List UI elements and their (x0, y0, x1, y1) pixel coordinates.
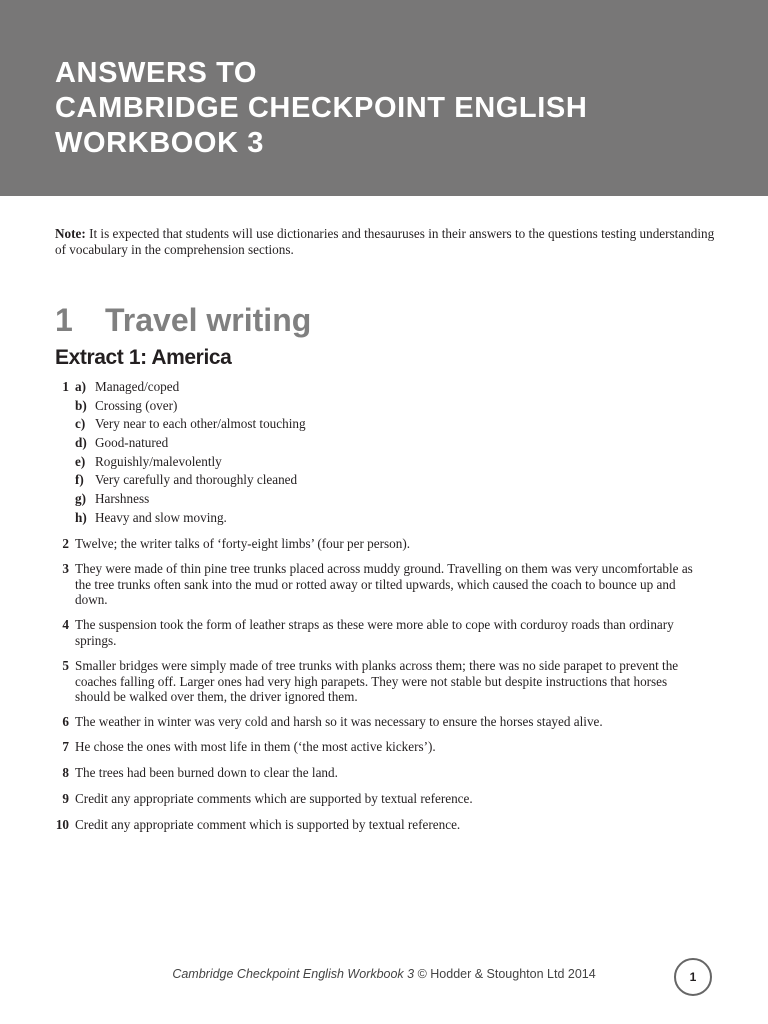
part-letter: e) (75, 453, 86, 469)
question-number: 2 (62, 536, 69, 551)
answer-text: Smaller bridges were simply made of tree trunks with planks across them; there was no side parapet to prevent the coaches falling off. Larger ones had very high parapets. They were not stable but despite instructions that horses should be walked over them, the driver ignored them. (75, 658, 679, 705)
question-1 (55, 378, 705, 528)
question-number: 9 (62, 791, 69, 806)
question-6 (55, 714, 705, 730)
answer-part (55, 415, 705, 434)
question-number: 3 (62, 561, 69, 576)
page-footer (0, 967, 768, 981)
chapter-heading (55, 300, 311, 340)
chapter-title: Travel writing (105, 302, 312, 338)
question-7 (55, 739, 705, 755)
title-line-1: ANSWERS TO (55, 57, 258, 89)
part-text: Harshness (95, 491, 150, 507)
footer-copyright: © Hodder & Stoughton Ltd 2014 (414, 967, 596, 981)
page-number: 1 (689, 970, 697, 984)
note-label: Note: (55, 226, 86, 241)
part-letter: c) (75, 416, 86, 432)
question-number: 1 (62, 379, 69, 394)
question-4 (55, 617, 705, 648)
part-letter: g) (75, 491, 86, 507)
title-line-2: CAMBRIDGE CHECKPOINT ENGLISH (55, 92, 588, 124)
note-paragraph (55, 226, 715, 258)
question-number: 5 (62, 658, 69, 673)
answer-part (55, 490, 705, 509)
title-banner (0, 0, 768, 196)
title-line-3: WORKBOOK 3 (55, 127, 264, 159)
part-text: Managed/coped (95, 379, 180, 394)
answer-text: He chose the ones with most life in them (‘the most active kickers’). (75, 739, 436, 754)
extract-heading: Extract 1: America (55, 346, 232, 369)
question-number: 6 (62, 714, 69, 729)
part-text: Very near to each other/almost touching (95, 416, 306, 432)
answer-text: Credit any appropriate comment which is supported by textual reference. (75, 817, 461, 832)
question-number: 10 (55, 817, 69, 832)
question-number: 4 (62, 617, 69, 632)
question-3 (55, 561, 705, 608)
answer-part (55, 471, 705, 490)
answer-text: The trees had been burned down to clear the land. (75, 765, 338, 780)
part-letter: b) (75, 397, 87, 413)
answer-text: Credit any appropriate comments which are supported by textual reference. (75, 791, 473, 806)
question-5 (55, 658, 705, 705)
answer-part (55, 453, 705, 472)
part-text: Roguishly/malevolently (95, 453, 222, 469)
question-number: 8 (62, 765, 69, 780)
part-letter: d) (75, 435, 87, 451)
chapter-number: 1 (55, 302, 73, 338)
page-number-badge (674, 958, 712, 996)
answer-part (55, 378, 705, 397)
question-2 (55, 536, 705, 552)
question-9 (55, 791, 705, 807)
question-10 (55, 817, 705, 833)
part-letter: h) (75, 509, 87, 525)
answer-text: Twelve; the writer talks of ‘forty-eight limbs’ (four per person). (75, 536, 411, 551)
question-8 (55, 765, 705, 781)
note-text: It is expected that students will use dictionaries and thesauruses in their answers to the questions testing understanding of vocabulary in the comprehension sections. (55, 226, 715, 257)
answer-text: They were made of thin pine tree trunks placed across muddy ground. Travelling on them was very uncomfortable as the tree trunks often sank into the mud or rotted away or tilted upwards, which caused the coach to bounce up and down. (75, 561, 693, 608)
part-letter: a) (75, 379, 86, 394)
footer-book-title: Cambridge Checkpoint English Workbook 3 (172, 967, 415, 981)
part-text: Good-natured (95, 435, 169, 451)
question-number: 7 (62, 739, 69, 754)
part-text: Heavy and slow moving. (95, 509, 227, 525)
answer-part (55, 509, 705, 528)
part-text: Crossing (over) (95, 397, 178, 413)
part-text: Very carefully and thoroughly cleaned (95, 472, 298, 488)
document-title (55, 56, 587, 161)
part-letter: f) (75, 472, 84, 488)
answer-part (55, 397, 705, 416)
answer-text: The weather in winter was very cold and harsh so it was necessary to ensure the horses stayed alive. (75, 714, 603, 729)
answer-part (55, 434, 705, 453)
answer-text: The suspension took the form of leather straps as these were more able to cope with corduroy roads than ordinary springs. (75, 617, 674, 648)
